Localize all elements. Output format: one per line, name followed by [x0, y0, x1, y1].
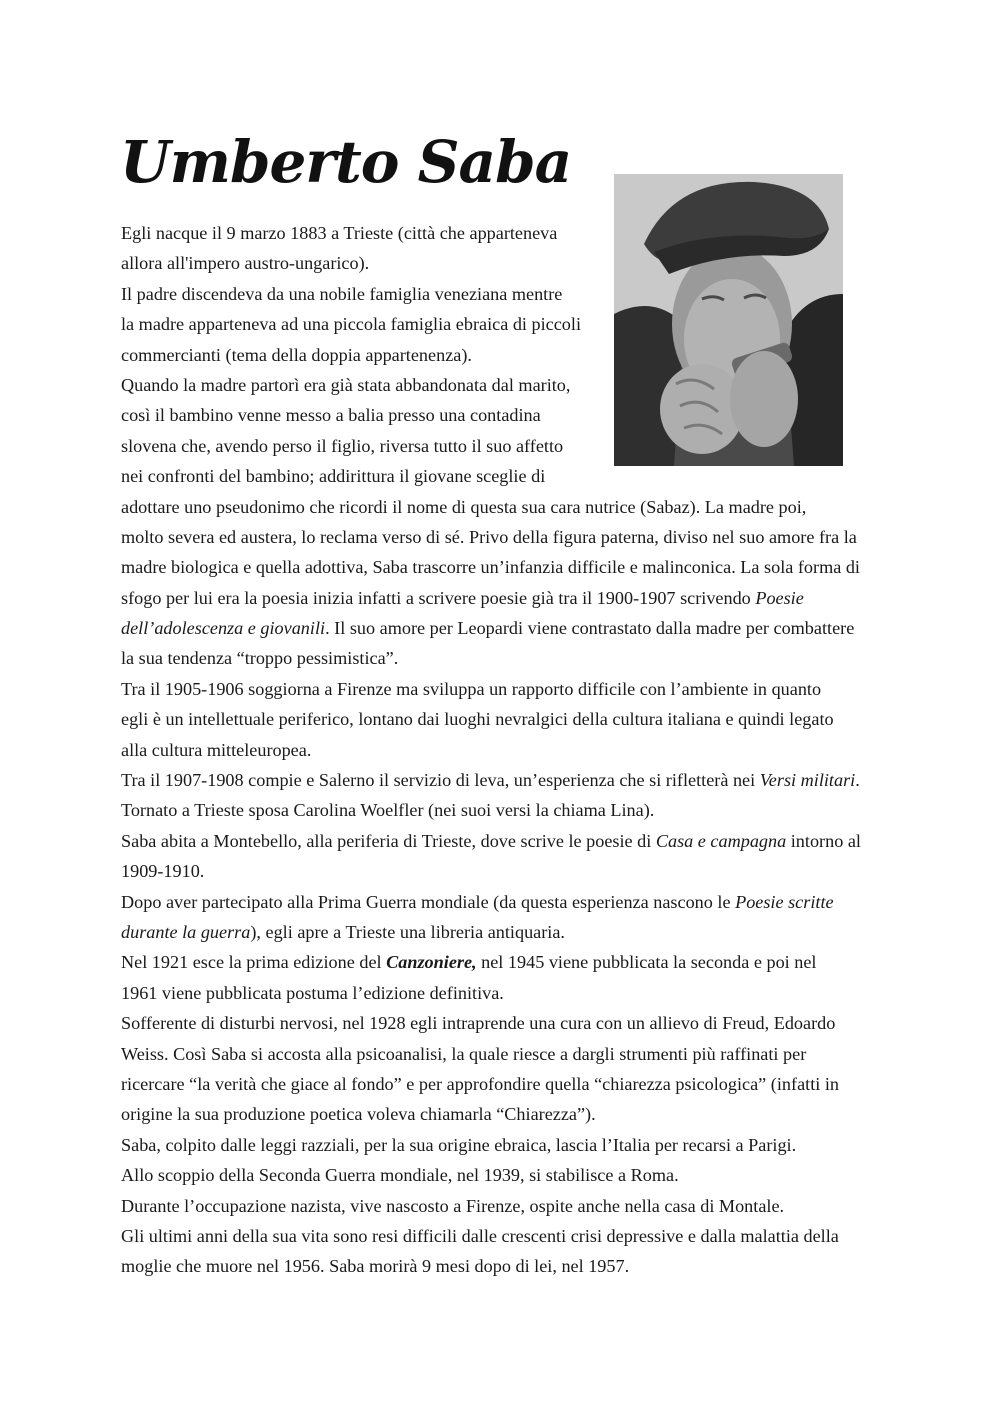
- text-line: slovena che, avendo perso il figlio, riversa tutto il suo affetto: [121, 435, 564, 456]
- text-line: la sua tendenza “troppo pessimistica”.: [121, 648, 399, 669]
- text-line: commercianti (tema della doppia appartenenza).: [121, 344, 472, 365]
- text-run: intorno al: [786, 830, 861, 851]
- text-line: 1909-1910.: [121, 861, 205, 882]
- text-line: alla cultura mitteleuropea.: [121, 739, 312, 760]
- text-line: [121, 947, 891, 977]
- italic-title: Casa e campagna: [655, 830, 787, 851]
- text-line: così il bambino venne messo a balia presso una contadina: [121, 405, 541, 426]
- text-line: madre biologica e quella adottiva, Saba trascorre un’infanzia difficile e malinconica. La sola forma di: [121, 557, 860, 578]
- text-line: [121, 613, 891, 643]
- italic-title: dell’adolescenza e giovanili: [121, 618, 326, 639]
- text-run: sfogo per lui era la poesia inizia infatti a scrivere poesie già tra il 1900-1907 scrivendo: [121, 587, 756, 608]
- italic-title: Versi militari: [759, 770, 856, 791]
- text-line: 1961 viene pubblicata postuma l’edizione definitiva.: [121, 982, 504, 1003]
- text-line: adottare uno pseudonimo che ricordi il nome di questa sua cara nutrice (Sabaz). La madre poi,: [121, 496, 807, 517]
- text-line: nei confronti del bambino; addirittura il giovane sceglie di: [121, 466, 546, 487]
- text-run: .: [855, 770, 860, 791]
- text-line: [121, 826, 891, 856]
- text-run: ), egli apre a Trieste una libreria antiquaria.: [250, 921, 565, 942]
- text-line: Durante l’occupazione nazista, vive nascosto a Firenze, ospite anche nella casa di Montale.: [121, 1195, 785, 1216]
- italic-title: Poesie scritte: [735, 891, 834, 912]
- text-line: Allo scoppio della Seconda Guerra mondiale, nel 1939, si stabilisce a Roma.: [121, 1165, 679, 1186]
- text-run: Saba abita a Montebello, alla periferia di Trieste, dove scrive le poesie di: [121, 830, 656, 851]
- text-run: nel 1945 viene pubblicata la seconda e poi nel: [476, 952, 817, 973]
- text-line: Gli ultimi anni della sua vita sono resi difficili dalle crescenti crisi depressive e dalla malattia della: [121, 1225, 839, 1246]
- text-line: moglie che muore nel 1956. Saba morirà 9 mesi dopo di lei, nel 1957.: [121, 1256, 630, 1277]
- text-line: la madre apparteneva ad una piccola famiglia ebraica di piccoli: [121, 314, 582, 335]
- text-run: Tra il 1907-1908 compie e Salerno il servizio di leva, un’esperienza che si rifletterà nei: [121, 770, 760, 791]
- text-line: Il padre discendeva da una nobile famiglia veneziana mentre: [121, 283, 563, 304]
- italic-title: Poesie: [755, 587, 804, 608]
- text-run: Dopo aver partecipato alla Prima Guerra mondiale (da questa esperienza nascono le: [121, 891, 736, 912]
- text-line: Quando la madre partorì era già stata abbandonata dal marito,: [121, 374, 571, 395]
- italic-title: durante la guerra: [121, 921, 251, 942]
- text-line: Tra il 1905-1906 soggiorna a Firenze ma sviluppa un rapporto difficile con l’ambiente in quanto: [121, 678, 822, 699]
- text-run: Nel 1921 esce la prima edizione del: [121, 952, 387, 973]
- page-title: Umberto Saba: [120, 128, 572, 196]
- text-line: allora all'impero austro-ungarico).: [121, 253, 370, 274]
- text-run: . Il suo amore per Leopardi viene contrastato dalla madre per combattere: [325, 618, 855, 639]
- text-line: Tornato a Trieste sposa Carolina Woelfler (nei suoi versi la chiama Lina).: [121, 800, 655, 821]
- bold-italic-title: Canzoniere,: [386, 952, 477, 973]
- text-line: [121, 583, 891, 613]
- text-line: [121, 765, 891, 795]
- text-line: Sofferente di disturbi nervosi, nel 1928 egli intraprende una cura con un allievo di Freud, Edoardo: [121, 1013, 836, 1034]
- text-line: ricercare “la verità che giace al fondo” e per approfondire quella “chiarezza psicologica” (infatti in: [121, 1073, 839, 1094]
- text-line: Egli nacque il 9 marzo 1883 a Trieste (città che apparteneva: [121, 223, 558, 243]
- text-line: molto severa ed austera, lo reclama verso di sé. Privo della figura paterna, diviso nel suo amore fra la: [121, 526, 857, 547]
- biography-text: [121, 218, 891, 1282]
- text-line: [121, 887, 891, 917]
- text-line: egli è un intellettuale periferico, lontano dai luoghi nevralgici della cultura italiana e quindi legato: [121, 709, 834, 730]
- text-line: Weiss. Così Saba si accosta alla psicoanalisi, la quale riesce a dargli strumenti più raffinati per: [121, 1043, 807, 1064]
- text-line: [121, 917, 891, 947]
- text-line: Saba, colpito dalle leggi razziali, per la sua origine ebraica, lascia l’Italia per recarsi a Parigi.: [121, 1134, 797, 1155]
- text-line: origine la sua produzione poetica voleva chiamarla “Chiarezza”).: [121, 1104, 596, 1125]
